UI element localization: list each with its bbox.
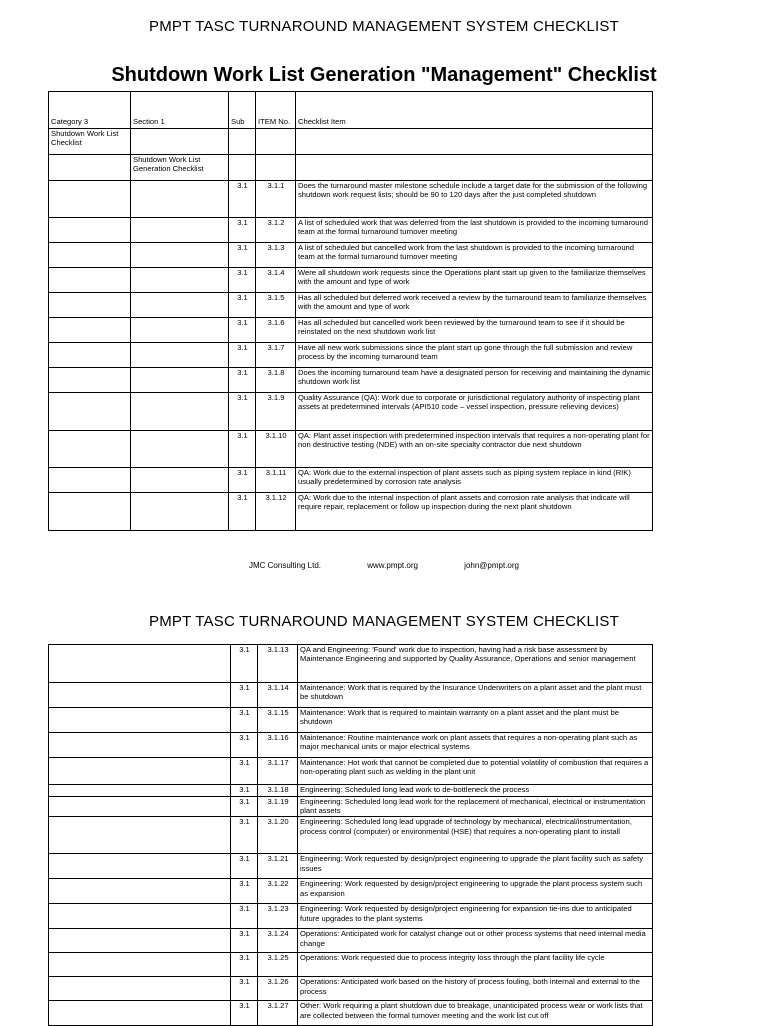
table-row	[49, 468, 653, 493]
empty-cell	[131, 181, 229, 218]
footer-email: john@pmpt.org	[464, 561, 519, 570]
sub-cell: 3.1	[229, 343, 256, 368]
column-header-category: Category 3	[49, 92, 131, 129]
checklist-table-2	[48, 644, 653, 1026]
checklist-item-cell: Other: Work requiring a plant shutdown due to breakage, unanticipated process wear or work lists that are collected between the formal turnover meeting and the work list cut off	[298, 1001, 653, 1026]
item-number-cell: 3.1.27	[258, 1001, 298, 1026]
empty-cell	[131, 368, 229, 393]
sub-cell: 3.1	[231, 953, 258, 977]
sub-cell: 3.1	[231, 645, 258, 683]
empty-cell	[131, 318, 229, 343]
item-number-cell: 3.1.2	[256, 218, 296, 243]
sub-cell: 3.1	[229, 393, 256, 431]
table-row	[49, 268, 653, 293]
item-number-cell: 3.1.14	[258, 683, 298, 708]
page-header-1: PMPT TASC TURNAROUND MANAGEMENT SYSTEM CHECKLIST	[149, 18, 619, 35]
table-row	[49, 343, 653, 368]
checklist-item-cell: Does the turnaround master milestone schedule include a target date for the submission of the following shutdown work request lists; should be 90 to 120 days after the just completed shutdown	[296, 181, 653, 218]
empty-cell	[131, 218, 229, 243]
table-row	[49, 218, 653, 243]
table-row	[49, 243, 653, 268]
sub-cell: 3.1	[231, 1001, 258, 1026]
table-row	[49, 293, 653, 318]
empty-cell	[49, 708, 231, 733]
empty-cell	[49, 343, 131, 368]
empty-cell	[49, 268, 131, 293]
empty-cell	[131, 343, 229, 368]
item-number-cell: 3.1.5	[256, 293, 296, 318]
empty-cell	[49, 683, 231, 708]
sub-cell: 3.1	[231, 733, 258, 758]
checklist-item-cell: Operations: Anticipated work for catalyst change out or other process systems that need internal media change	[298, 929, 653, 953]
table-row	[49, 929, 653, 953]
page-title: Shutdown Work List Generation "Management" Checklist	[111, 64, 657, 86]
checklist-item-cell: Operations: Work requested due to process integrity loss through the plant facility life cycle	[298, 953, 653, 977]
sub-cell: 3.1	[231, 683, 258, 708]
checklist-item-cell: Engineering: Scheduled long lead work to de-bottleneck the process	[298, 785, 653, 797]
empty-cell	[49, 733, 231, 758]
table-row	[49, 904, 653, 929]
column-header-section: Section 1	[131, 92, 229, 129]
item-number-cell: 3.1.9	[256, 393, 296, 431]
checklist-item-cell: Operations: Anticipated work based on the history of process fouling, both internal and external to the process	[298, 977, 653, 1001]
checklist-item-cell: Were all shutdown work requests since the Operations plant start up given to the familiarize themselves with the amount and type of work	[296, 268, 653, 293]
table-row	[49, 368, 653, 393]
empty-cell	[131, 468, 229, 493]
empty-cell	[49, 645, 231, 683]
table-row	[49, 854, 653, 879]
checklist-item-cell: Has all scheduled but deferred work received a review by the turnaround team to familiarize themselves with the amount and type of work	[296, 293, 653, 318]
empty-cell	[131, 293, 229, 318]
item-number-cell: 3.1.16	[258, 733, 298, 758]
empty-cell	[49, 785, 231, 797]
checklist-item-cell: Maintenance: Hot work that cannot be completed due to potential volatility of combustion that requires a non-operating plant such as welding in the plant unit	[298, 758, 653, 785]
item-number-cell: 3.1.6	[256, 318, 296, 343]
item-number-cell: 3.1.3	[256, 243, 296, 268]
empty-cell	[131, 493, 229, 531]
table-row	[49, 708, 653, 733]
item-number-cell: 3.1.25	[258, 953, 298, 977]
item-number-cell: 3.1.23	[258, 904, 298, 929]
sub-cell: 3.1	[231, 879, 258, 904]
checklist-item-cell: A list of scheduled work that was deferred from the last shutdown is provided to the incoming turnaround team at the formal turnaround turnover meeting	[296, 218, 653, 243]
sub-cell: 3.1	[231, 785, 258, 797]
column-header-item-no: ITEM No.	[256, 92, 296, 129]
table-row	[49, 953, 653, 977]
item-number-cell: 3.1.7	[256, 343, 296, 368]
table-row	[49, 797, 653, 817]
empty-cell	[49, 393, 131, 431]
table-row	[49, 493, 653, 531]
column-header-checklist-item: Checklist Item	[296, 92, 653, 129]
empty-cell	[49, 758, 231, 785]
empty-cell	[49, 493, 131, 531]
table-row	[49, 181, 653, 218]
checklist-item-cell: Maintenance: Work that is required by the Insurance Underwriters on a plant asset and the plant must be shutdown	[298, 683, 653, 708]
empty-cell	[49, 468, 131, 493]
item-number-cell: 3.1.13	[258, 645, 298, 683]
checklist-item-cell: QA: Work due to the internal inspection of plant assets and corrosion rate analysis that indicate will require repair, replacement or follow up inspection during the next plant shutdown	[296, 493, 653, 531]
empty-cell	[49, 929, 231, 953]
empty-cell	[49, 243, 131, 268]
checklist-item-cell: Engineering: Scheduled long lead work for the replacement of mechanical, electrical or instrumentation plant assets	[298, 797, 653, 817]
item-number-cell: 3.1.8	[256, 368, 296, 393]
empty-cell	[49, 879, 231, 904]
empty-cell	[49, 218, 131, 243]
empty-cell	[49, 293, 131, 318]
sub-cell: 3.1	[231, 904, 258, 929]
checklist-item-cell: QA: Work due to the external inspection of plant assets such as piping system replace in kind (RIK) usually predetermined by corrosion rate analysis	[296, 468, 653, 493]
checklist-item-cell: Maintenance: Routine maintenance work on plant assets that requires a non-operating plant such as major mechanical units or major electrical systems	[298, 733, 653, 758]
footer-company: JMC Consulting Ltd.	[248, 561, 322, 570]
checklist-item-cell: Have all new work submissions since the plant start up gone through the full submission and review process by the incoming turnaround team	[296, 343, 653, 368]
sub-cell: 3.1	[229, 318, 256, 343]
table-row	[49, 758, 653, 785]
sub-cell: 3.1	[229, 268, 256, 293]
checklist-item-cell: Engineering: Work requested by design/project engineering to upgrade the plant process system such as expansion	[298, 879, 653, 904]
empty-cell	[49, 318, 131, 343]
checklist-table-1	[48, 91, 653, 531]
checklist-item-cell: Quality Assurance (QA): Work due to corporate or jurisdictional regulatory authority of inspecting plant assets at predetermined intervals (API510 code – vessel inspection, pressure relieving devices)	[296, 393, 653, 431]
table-row	[49, 817, 653, 854]
table-row	[49, 733, 653, 758]
empty-cell	[49, 904, 231, 929]
empty-cell	[131, 431, 229, 468]
table-row	[49, 879, 653, 904]
item-number-cell: 3.1.21	[258, 854, 298, 879]
sub-cell: 3.1	[229, 368, 256, 393]
item-number-cell: 3.1.22	[258, 879, 298, 904]
table-row	[49, 318, 653, 343]
checklist-item-cell: A list of scheduled but cancelled work from the last shutdown is provided to the incoming turnaround team at the formal turnaround turnover meeting	[296, 243, 653, 268]
empty-cell	[49, 431, 131, 468]
sub-cell: 3.1	[231, 817, 258, 854]
empty-cell	[131, 393, 229, 431]
table-row	[49, 1001, 653, 1026]
item-number-cell: 3.1.18	[258, 785, 298, 797]
sub-cell: 3.1	[231, 854, 258, 879]
item-number-cell: 3.1.15	[258, 708, 298, 733]
empty-cell	[49, 977, 231, 1001]
empty-cell	[49, 817, 231, 854]
sub-cell: 3.1	[229, 431, 256, 468]
checklist-item-cell: QA: Plant asset inspection with predetermined inspection intervals that requires a non-operating plant for non destructive testing (NDE) with an on-site specialty contractor due next shutdown	[296, 431, 653, 468]
checklist-item-cell: Engineering: Work requested by design/project engineering to upgrade the plant facility such as safety issues	[298, 854, 653, 879]
empty-cell	[49, 854, 231, 879]
item-number-cell: 3.1.24	[258, 929, 298, 953]
sub-cell: 3.1	[231, 708, 258, 733]
sub-cell: 3.1	[231, 797, 258, 817]
checklist-item-cell: QA and Engineering: 'Found' work due to inspection, having had a risk base assessment by Maintenance Engineering and supported by Quality Assurance, Operations and senior management	[298, 645, 653, 683]
page-footer	[0, 561, 768, 570]
item-number-cell: 3.1.12	[256, 493, 296, 531]
table-row	[49, 645, 653, 683]
section-label: Shutdown Work List Generation Checklist	[131, 155, 229, 181]
sub-cell: 3.1	[229, 493, 256, 531]
item-number-cell: 3.1.26	[258, 977, 298, 1001]
table-row	[49, 431, 653, 468]
sub-cell: 3.1	[229, 181, 256, 218]
empty-cell	[49, 368, 131, 393]
checklist-item-cell: Engineering: Work requested by design/project engineering for expansion tie-ins due to anticipated future upgrades to the plant systems	[298, 904, 653, 929]
item-number-cell: 3.1.19	[258, 797, 298, 817]
item-number-cell: 3.1.10	[256, 431, 296, 468]
checklist-item-cell: Maintenance: Work that is required to maintain warranty on a plant asset and the plant must be shutdown	[298, 708, 653, 733]
table-row	[49, 977, 653, 1001]
sub-cell: 3.1	[231, 758, 258, 785]
sub-cell: 3.1	[229, 293, 256, 318]
checklist-item-cell: Does the incoming turnaround team have a designated person for receiving and maintaining the dynamic shutdown work list	[296, 368, 653, 393]
empty-cell	[49, 797, 231, 817]
table-row	[49, 393, 653, 431]
sub-cell: 3.1	[231, 977, 258, 1001]
empty-cell	[49, 181, 131, 218]
table-row	[49, 683, 653, 708]
empty-cell	[49, 953, 231, 977]
empty-cell	[49, 1001, 231, 1026]
page-header-2: PMPT TASC TURNAROUND MANAGEMENT SYSTEM CHECKLIST	[149, 613, 619, 630]
sub-cell: 3.1	[231, 929, 258, 953]
empty-cell	[131, 268, 229, 293]
column-header-sub: Sub	[229, 92, 256, 129]
footer-website: www.pmpt.org	[367, 561, 418, 570]
category-label: Shutdown Work List Checklist	[49, 129, 131, 155]
table-row	[49, 785, 653, 797]
item-number-cell: 3.1.11	[256, 468, 296, 493]
item-number-cell: 3.1.1	[256, 181, 296, 218]
item-number-cell: 3.1.17	[258, 758, 298, 785]
empty-cell	[131, 243, 229, 268]
sub-cell: 3.1	[229, 218, 256, 243]
checklist-item-cell: Has all scheduled but cancelled work been reviewed by the turnaround team to see if it should be reinstated on the next shutdown work list	[296, 318, 653, 343]
sub-cell: 3.1	[229, 243, 256, 268]
item-number-cell: 3.1.20	[258, 817, 298, 854]
checklist-item-cell: Engineering: Scheduled long lead upgrade of technology by mechanical, electrical/instrumentation, process control (computer) or environmental (HSE) that requires a non-operating plant to install	[298, 817, 653, 854]
sub-cell: 3.1	[229, 468, 256, 493]
item-number-cell: 3.1.4	[256, 268, 296, 293]
